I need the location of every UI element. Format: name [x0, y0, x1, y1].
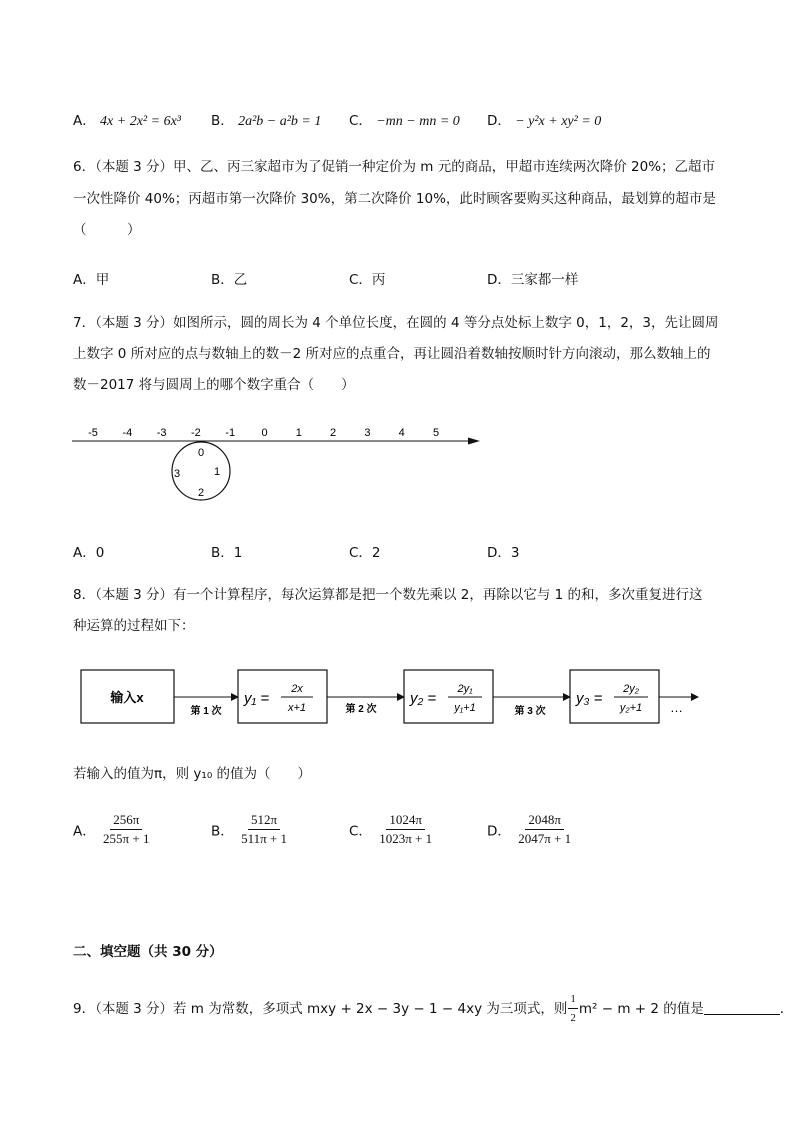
q8-option-b-numerator: 512π: [248, 812, 280, 830]
circle-label-2: 2: [197, 487, 205, 499]
q8-option-a-denominator: 255π + 1: [103, 831, 150, 846]
axis-tick-label: -2: [191, 427, 201, 439]
axis-tick-label: 1: [295, 427, 302, 439]
q5-option-b-label: B．: [211, 113, 234, 129]
q8-option-b-fraction: [238, 812, 290, 847]
step-2-label: 第 2 次: [345, 704, 377, 715]
y2-lhs: y₂ =: [410, 690, 437, 707]
continuation-ellipsis: …: [670, 700, 683, 715]
q8-option-c-label: C．: [349, 823, 372, 840]
step-3-label: 第 3 次: [514, 706, 546, 717]
q8-option-b: [211, 812, 290, 847]
q7-line-1: 7．（本题 3 分）如图所示，圆的周长为 4 个单位长度，在圆的 4 等分点处标上数字 0，1，2，3，先让圆周: [73, 315, 719, 331]
q6-option-a: A．甲: [73, 272, 110, 288]
y1-numerator: 2x: [291, 683, 303, 695]
q8-option-c-numerator: 1024π: [386, 812, 425, 830]
q7-option-d: D．3: [487, 545, 520, 561]
number-line-ticks: [88, 427, 439, 439]
q8-option-c-fraction: [376, 812, 435, 847]
input-box-label: 输入x: [110, 690, 144, 705]
q5-option-d: [487, 109, 601, 130]
q8-option-d: [487, 812, 574, 847]
q5-option-c-label: C．: [349, 113, 372, 129]
y1-denominator: x+1: [287, 702, 307, 714]
axis-tick-label: -5: [88, 427, 98, 439]
q9-prefix: 9．（本题 3 分）若 m 为常数，多项式 mxy + 2x − 3y − 1 − 4xy 为三项式，则: [73, 1000, 568, 1017]
q9-suffix: m² − m + 2 的值是: [578, 1000, 704, 1017]
y2-numerator: 2y₁: [457, 683, 473, 695]
q8-option-c-denominator: 1023π + 1: [379, 831, 433, 846]
section-2-title: 二、填空题（共 30 分）: [73, 944, 223, 960]
axis-tick-label: 3: [364, 427, 371, 439]
q8-line-1: 8．（本题 3 分）有一个计算程序，每次运算都是把一个数先乘以 2，再除以它与 1 的和，多次重复进行这: [73, 587, 703, 603]
q9-fraction-numerator: 1: [568, 990, 578, 1009]
q8-option-a: [73, 812, 152, 847]
q8-option-a-numerator: 256π: [110, 812, 142, 830]
number-line-arrow: [468, 438, 480, 445]
q9-end: ．: [779, 1000, 793, 1017]
q5-option-a-label: A．: [73, 113, 96, 129]
axis-tick-label: -4: [122, 427, 133, 439]
q8-option-d-label: D．: [487, 823, 511, 840]
q9-fraction-denominator: 2: [570, 1012, 576, 1024]
q5-option-c-expr: −mn − mn = 0: [376, 114, 460, 129]
q6-option-d: D．三家都一样: [487, 272, 579, 288]
y1-lhs: y₁ =: [244, 690, 270, 707]
q6-line-1: 6．（本题 3 分）甲、乙、丙三家超市为了促销一种定价为 m 元的商品，甲超市连续两次降价 20%；乙超市: [73, 159, 716, 175]
axis-tick-label: 4: [398, 427, 405, 439]
q5-option-a-expr: 4x + 2x² = 6x³: [100, 114, 181, 129]
q9-answer-blank[interactable]: [704, 1002, 780, 1015]
q8-option-d-numerator: 2048π: [525, 812, 564, 830]
y3-numerator: 2y₂: [623, 683, 639, 695]
axis-tick-label: -1: [225, 427, 236, 439]
circle-label-0: 0: [197, 447, 205, 459]
axis-tick-label: 0: [261, 427, 268, 439]
q5-option-b: [211, 109, 321, 130]
q5-option-d-expr: − y²x + xy² = 0: [515, 114, 602, 129]
q6-option-b: B．乙: [211, 272, 248, 288]
step-1-label: 第 1 次: [190, 706, 222, 717]
y3-denominator: y₂+1: [619, 702, 643, 714]
axis-tick-label: 5: [432, 427, 440, 439]
q8-option-c: [349, 812, 435, 847]
q8-option-a-fraction: [100, 812, 152, 847]
q5-option-b-expr: 2a²b − a²b = 1: [238, 114, 322, 129]
q6-line-3: （ ）: [73, 222, 141, 238]
axis-tick-label: -3: [156, 427, 167, 439]
q5-option-a: [73, 109, 181, 130]
q8-question: 若输入的值为π，则 y₁₀ 的值为（ ）: [73, 766, 312, 782]
circle-label-1: 1: [213, 466, 221, 478]
q8-option-a-label: A．: [73, 823, 96, 840]
q6-line-2: 一次性降价 40%；丙超市第一次降价 30%，第二次降价 10%，此时顾客要购买这种商品，最划算的超市是: [73, 191, 716, 207]
q8-line-2: 种运算的过程如下：: [73, 618, 195, 634]
q8-option-b-label: B．: [211, 823, 234, 840]
q5-option-d-label: D．: [487, 113, 511, 129]
q7-option-c: C．2: [349, 545, 381, 561]
q6-option-c: C．丙: [349, 272, 386, 288]
q7-option-a: A．0: [73, 545, 105, 561]
y2-denominator: y₁+1: [454, 702, 476, 714]
circle-label-3: 3: [173, 468, 181, 480]
q7-option-b: B．1: [211, 545, 243, 561]
q8-option-b-denominator: 511π + 1: [241, 831, 287, 846]
q9-line: [73, 990, 793, 1027]
q7-line-3: 数－2017 将与圆周上的哪个数字重合（ ）: [73, 377, 355, 393]
y3-lhs: y₃ =: [576, 690, 603, 707]
q7-line-2: 上数字 0 所对应的点与数轴上的数－2 所对应的点重合，再让圆沿着数轴按顺时针方向滚动，那么数轴上的: [73, 346, 711, 362]
q9-half-fraction: [568, 990, 578, 1027]
q8-option-d-denominator: 2047π + 1: [518, 831, 572, 846]
number-line-figure: [68, 420, 488, 510]
axis-tick-label: 2: [330, 427, 337, 439]
q5-option-c: [349, 109, 460, 130]
q8-option-d-fraction: [515, 812, 574, 847]
program-flowchart: [70, 662, 710, 732]
